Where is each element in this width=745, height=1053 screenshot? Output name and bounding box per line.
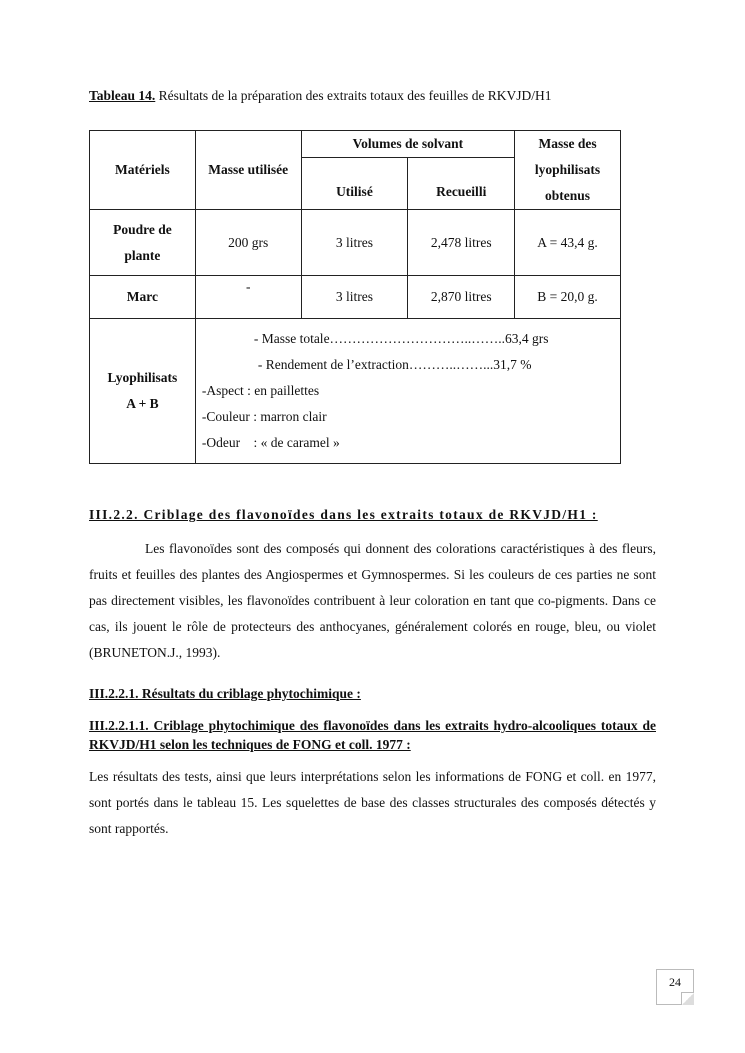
row-marc-utilise: 3 litres <box>301 276 408 319</box>
lyo-aspect: -Aspect : en paillettes <box>201 383 320 398</box>
table-row <box>90 276 621 319</box>
row-marc-recueilli: 2,870 litres <box>408 276 515 319</box>
header-materiels: Matériels <box>90 131 196 210</box>
row-marc-label: Marc <box>90 276 196 319</box>
section-paragraph: Les flavonoïdes sont des composés qui donnent des colorations caractéristiques à des fleurs, fruits et feuilles des plantes des Angiospermes et Gymnospermes. Si les couleurs de ces parties ne sont pas directement visibles, les flavonoïdes contribuent à leur coloration en tant que co-pigments. Dans ce cas, ils jouent le rôle de protecteurs des anthocyanes, généralement colorés en rouge, bleu, ou violet (BRUNETON.J., 1993). <box>89 541 656 660</box>
table-caption-text: Résultats de la préparation des extraits totaux des feuilles de RKVJD/H1 <box>155 88 552 103</box>
page-number <box>656 969 694 1005</box>
results-table <box>89 130 621 464</box>
subsection-title-1: III.2.2.1. Résultats du criblage phytochimique : <box>89 686 361 701</box>
row-lyo-label <box>90 319 196 464</box>
page-number-value: 24 <box>669 975 681 989</box>
row-marc-masse-value: - <box>245 279 251 294</box>
row-marc-masse <box>195 276 301 319</box>
table-caption-label: Tableau 14. <box>89 88 156 103</box>
row-poudre-utilise: 3 litres <box>301 210 408 276</box>
header-masse-line-2: lyophilisats <box>534 162 601 177</box>
row-poudre-lyophilisat: A = 43,4 g. <box>515 210 621 276</box>
header-masse-line-3: obtenus <box>545 188 591 203</box>
table-row <box>90 210 621 276</box>
row-lyo-label-1: Lyophilisats <box>107 370 178 385</box>
lyo-masse-totale: - Masse totale…………………………..……..63,4 grs <box>253 331 549 346</box>
subsection-title-2: III.2.2.1.1. Criblage phytochimique des flavonoïdes dans les extraits hydro-alcooliques totaux de RKVJD/H1 selon les techniques de FONG et coll. 1977 : <box>89 718 656 752</box>
row-marc-lyophilisat: B = 20,0 g. <box>515 276 621 319</box>
header-utilise: Utilisé <box>301 158 408 210</box>
row-poudre-label <box>90 210 196 276</box>
lyo-couleur: -Couleur : marron clair <box>201 409 327 424</box>
row-poudre-masse: 200 grs <box>195 210 301 276</box>
header-masse-utilisee: Masse utilisée <box>195 131 301 210</box>
page-fold-icon <box>681 992 694 1005</box>
row-lyo-label-2: A + B <box>126 396 159 411</box>
header-masse-lyophilisats <box>515 131 621 210</box>
row-lyo-details <box>195 319 620 464</box>
section-title: III.2.2. Criblage des flavonoïdes dans les extraits totaux de RKVJD/H1 : <box>89 507 598 522</box>
header-volumes: Volumes de solvant <box>301 131 515 158</box>
subsection-paragraph: Les résultats des tests, ainsi que leurs interprétations selon les informations de FONG et coll. en 1977, sont portés dans le tableau 15. Les squelettes de base des classes structurales des composés détectés y sont rapportés. <box>89 769 656 836</box>
lyo-odeur: -Odeur : « de caramel » <box>201 435 340 450</box>
lyo-rendement: - Rendement de l’extraction………..……...31,7 % <box>257 357 532 372</box>
header-recueilli: Recueilli <box>408 158 515 210</box>
header-masse-line-1: Masse des <box>538 136 597 151</box>
row-poudre-label-1: Poudre de <box>113 221 172 237</box>
row-poudre-recueilli: 2,478 litres <box>408 210 515 276</box>
table-row <box>90 319 621 464</box>
row-poudre-label-2: plante <box>124 247 161 263</box>
table-caption <box>89 88 552 104</box>
